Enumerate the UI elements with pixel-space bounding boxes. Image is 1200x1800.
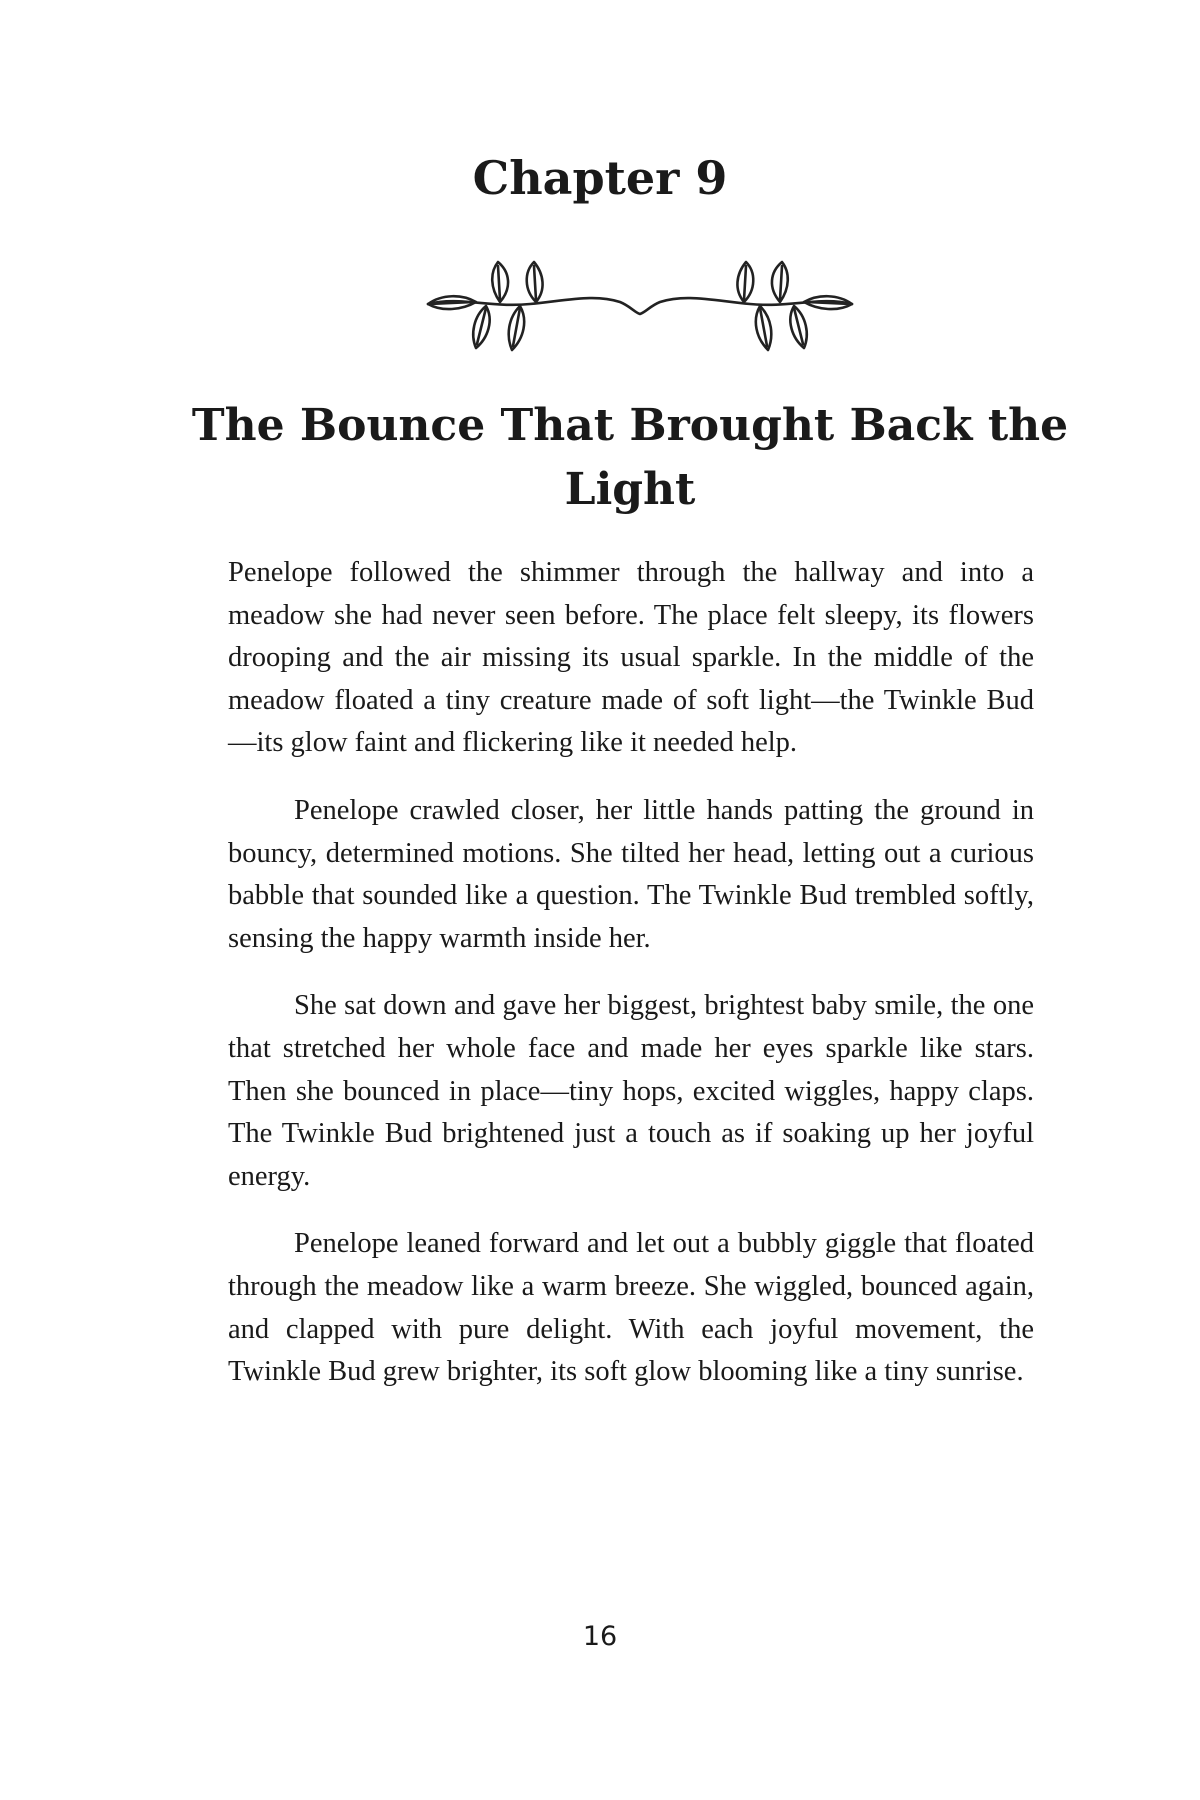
paragraph: She sat down and gave her biggest, brightest baby smile, the one that stretched her whole face and made her eyes sparkle like stars. Then she bounced in place—tiny hops, excited wiggles, happy claps. The Twinkle Bud brightened just a touch as if soaking up her joyful energy. (228, 990, 1034, 1192)
chapter-number: Chapter 9 (472, 151, 728, 205)
chapter-title: The Bounce That Brought Back the Light (191, 400, 1069, 515)
leafy-vine-divider-icon (420, 258, 860, 358)
page-number: 16 (582, 1621, 618, 1652)
paragraph: Penelope crawled closer, her little hands patting the ground in bouncy, determined motions. She tilted her head, letting out a curious babble that sounded like a question. The Twinkle Bud trembled softly, sensing the happy warmth inside her. (228, 794, 1034, 954)
chapter-body (228, 552, 1034, 1419)
paragraph: Penelope leaned forward and let out a bubbly giggle that floated through the meadow like a warm breeze. She wiggled, bounced again, and clapped with pure delight. With each joyful movement, the Twinkle Bud grew brighter, its soft glow blooming like a tiny sunrise. (228, 1228, 1034, 1388)
paragraph: Penelope followed the shimmer through the hallway and into a meadow she had never seen before. The place felt sleepy, its flowers drooping and the air missing its usual sparkle. In the middle of the meadow floated a tiny creature made of soft light—the Twinkle Bud—its glow faint and flickering like it needed help. (228, 557, 1034, 759)
